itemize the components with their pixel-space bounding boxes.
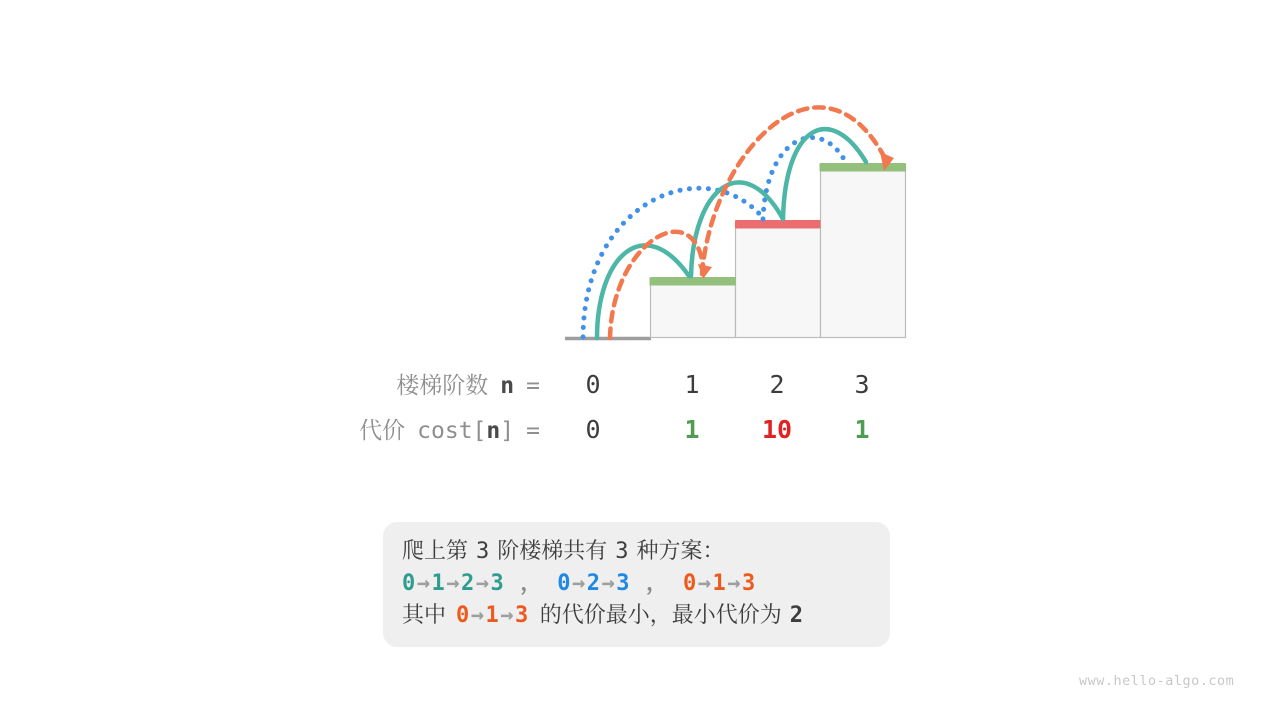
cost-value-0: 0	[585, 415, 601, 444]
route-sequence-orange	[683, 571, 757, 596]
arrow-glyph: →	[500, 603, 516, 628]
step-2-box	[736, 224, 821, 338]
cost-fn-pre: cost[	[417, 418, 487, 444]
line3-text: 其中	[402, 602, 447, 627]
path-step-digit: 1	[712, 571, 728, 596]
path-step-digit: 0	[456, 603, 471, 628]
step-3-box	[821, 167, 906, 338]
cost-fn-post: ]	[500, 418, 515, 444]
step-2-edge-red	[735, 220, 821, 229]
min-cost-value: 2	[789, 603, 804, 628]
path-step-digit: 0	[402, 571, 417, 596]
n-value-3: 3	[854, 370, 870, 399]
step-1-edge-green	[650, 277, 737, 286]
line1-number: 3	[476, 539, 490, 564]
route-sequence-orange-inline	[456, 603, 530, 628]
n-value-1: 1	[684, 370, 700, 399]
cost-value-3: 1	[854, 415, 870, 444]
route-sequence-blue	[557, 571, 631, 596]
route-sequence-teal	[402, 571, 505, 596]
arrow-glyph: →	[572, 571, 587, 596]
explanation-line-1	[402, 535, 890, 567]
line1-number: 3	[615, 539, 629, 564]
arrow-glyph: →	[470, 603, 486, 628]
cost-label	[0, 415, 540, 446]
line1-text: 种方案：	[636, 538, 725, 563]
line3-text: 的代价最小，最小代价为	[539, 602, 782, 627]
path-step-digit: 0	[683, 571, 698, 596]
path-step-digit: 3	[616, 571, 632, 596]
n-value-0: 0	[585, 370, 601, 399]
cost-value-2: 10	[761, 415, 793, 444]
stair-count-label	[0, 370, 540, 401]
line1-text: 爬上第	[402, 538, 469, 563]
path-step-digit: 2	[461, 571, 476, 596]
cost-value-1: 1	[684, 415, 700, 444]
equals-sign: =	[526, 373, 540, 399]
line1-text: 阶楼梯共有	[497, 538, 608, 563]
arrow-glyph: →	[727, 571, 743, 596]
path-step-digit: 3	[515, 603, 530, 628]
explanation-box	[383, 522, 890, 647]
step-1-box	[651, 281, 736, 338]
explanation-line-3	[402, 599, 890, 631]
explanation-line-2	[402, 567, 890, 599]
variable-n: n	[500, 373, 515, 399]
path-step-digit: 1	[485, 603, 501, 628]
path-step-digit: 1	[431, 571, 447, 596]
arrow-glyph: →	[601, 571, 617, 596]
sequence-separator: ，	[646, 571, 669, 596]
path-step-digit: 0	[557, 571, 573, 596]
sequence-separator: ，	[520, 571, 543, 596]
equals-sign: =	[526, 418, 540, 444]
path-step-digit: 3	[490, 571, 506, 596]
path-step-digit: 2	[586, 571, 602, 596]
path-step-digit: 3	[742, 571, 757, 596]
arrow-glyph: →	[446, 571, 461, 596]
arrow-glyph: →	[475, 571, 491, 596]
variable-n: n	[486, 418, 501, 444]
watermark-url: www.hello-algo.com	[1079, 673, 1235, 689]
arrow-glyph: →	[416, 571, 432, 596]
cost-label-zh: 代价	[359, 417, 406, 443]
step-3-edge-green	[820, 163, 907, 172]
arrow-glyph: →	[697, 571, 713, 596]
n-value-2: 2	[769, 370, 785, 399]
stair-count-label-zh: 楼梯阶数	[396, 372, 489, 398]
